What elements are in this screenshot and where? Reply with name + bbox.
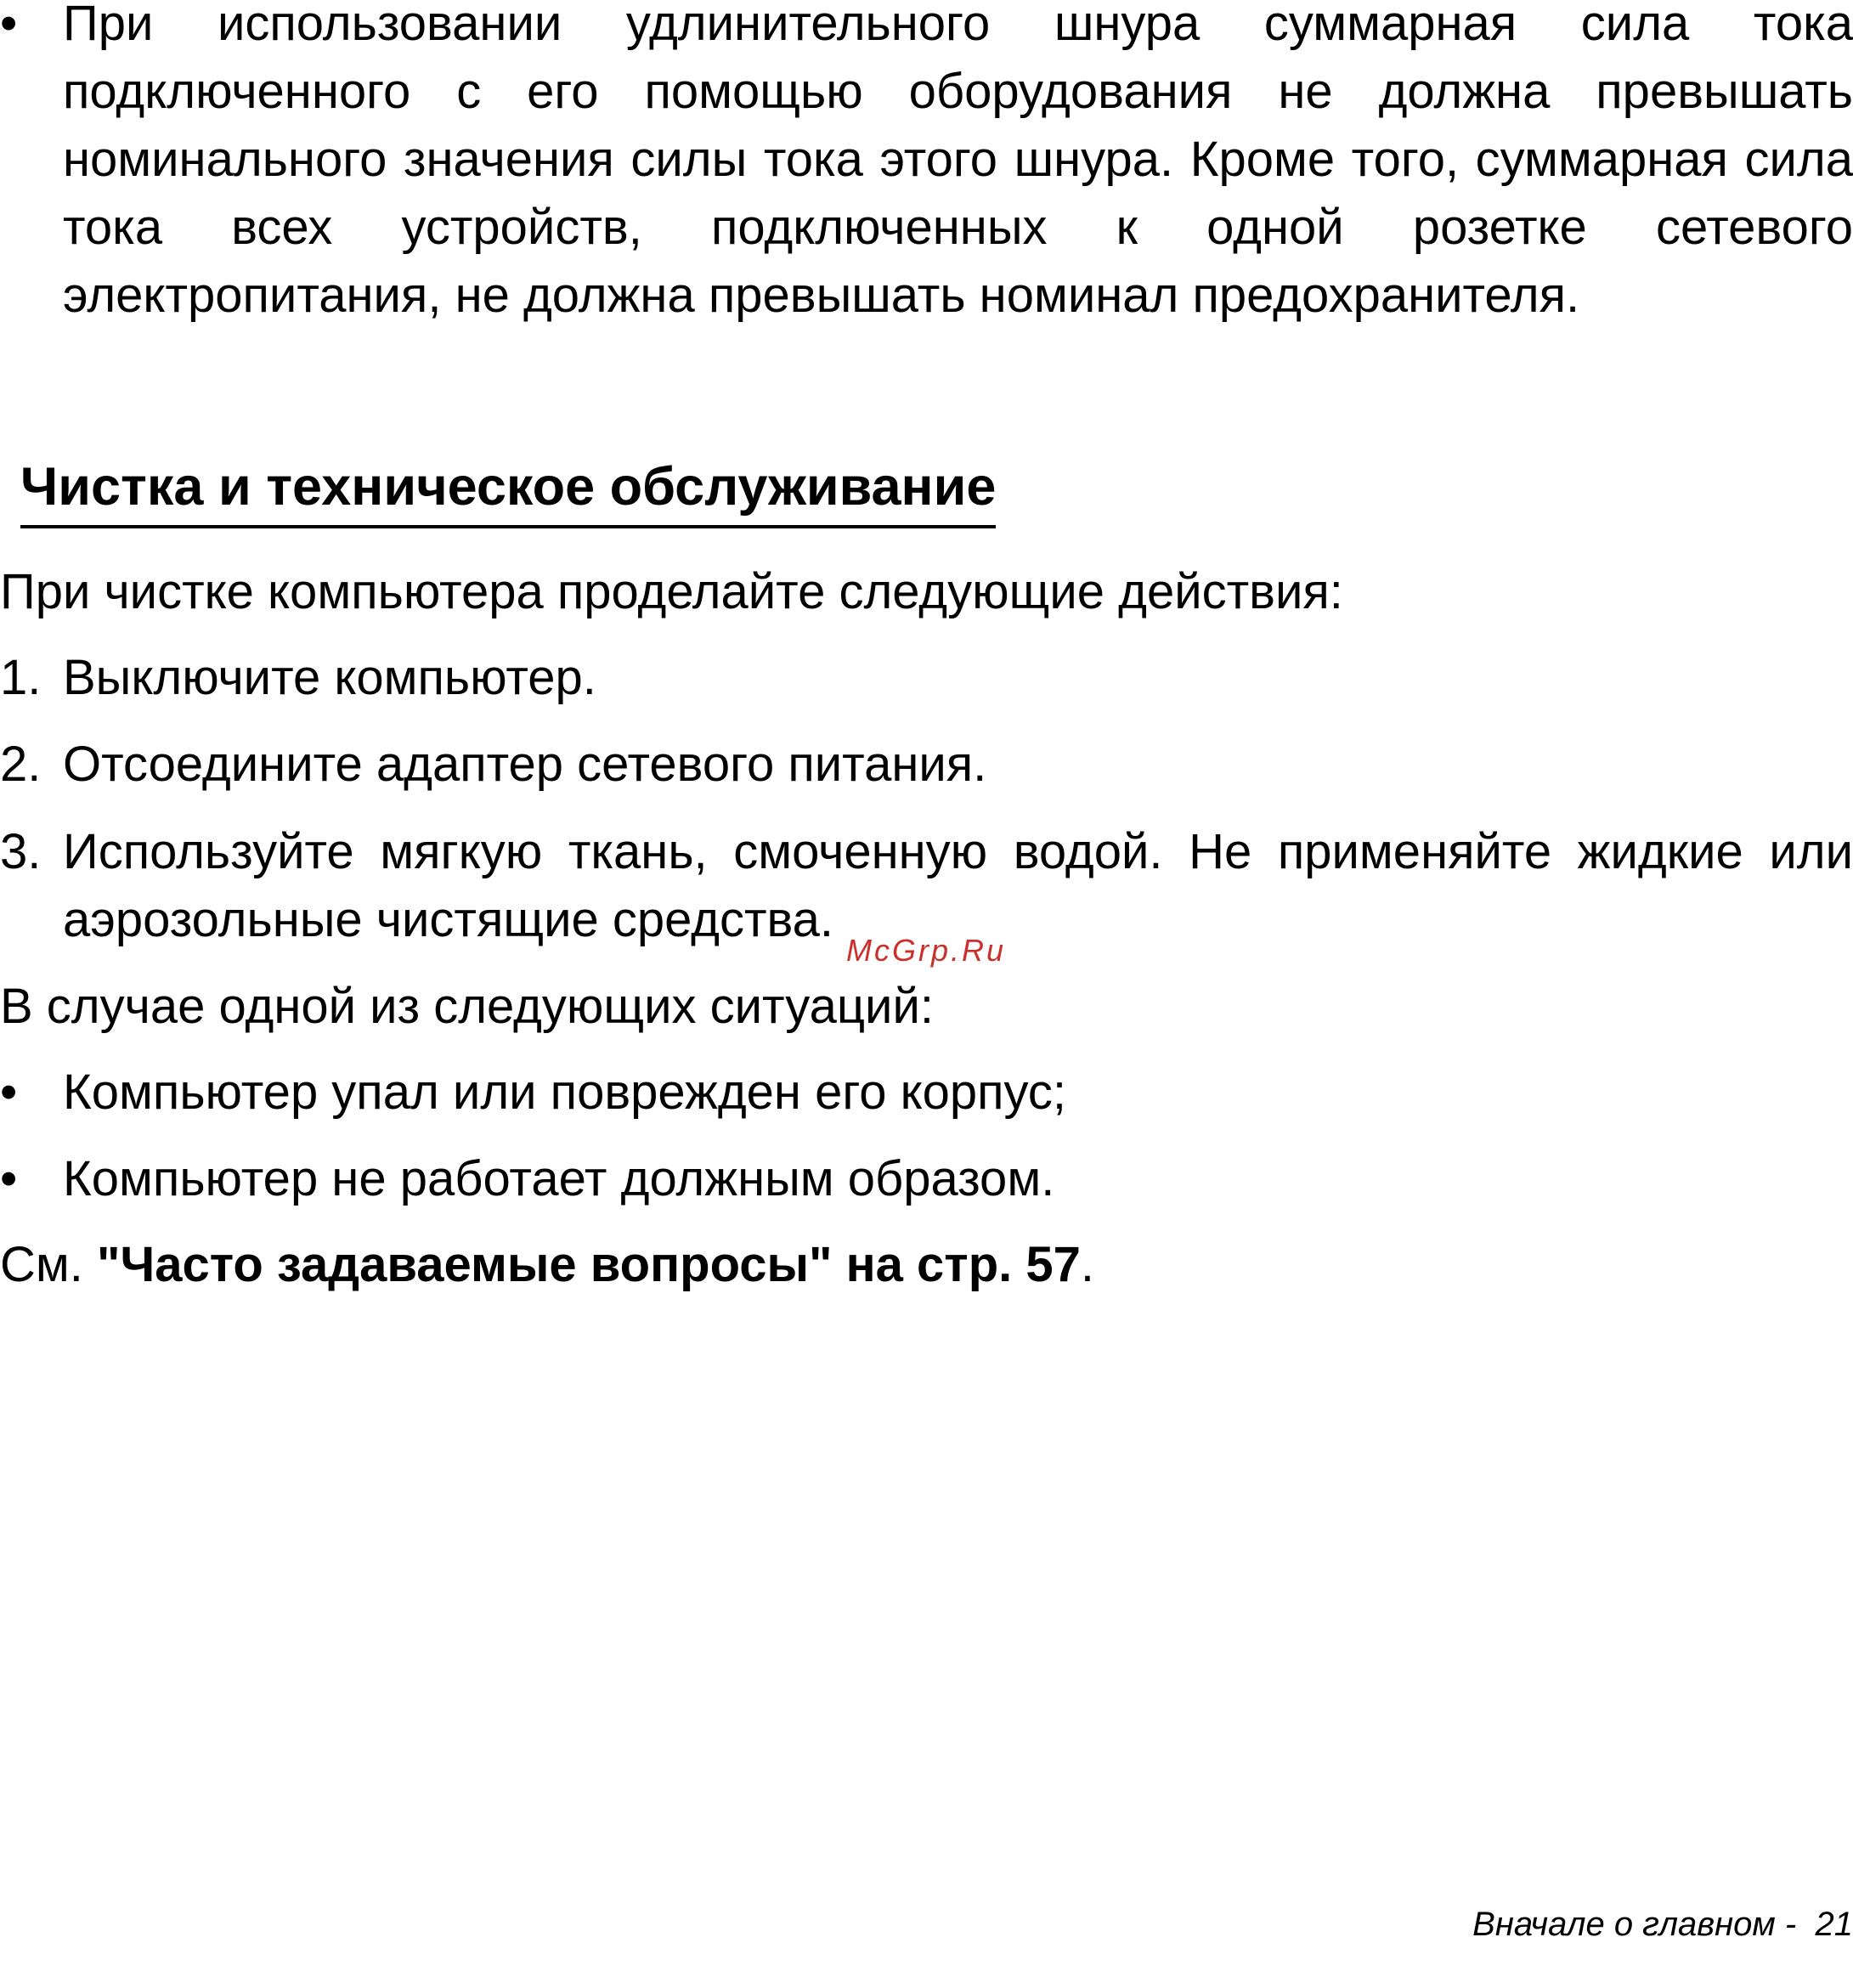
step-number: 1.: [0, 644, 41, 712]
step-number: 3.: [0, 818, 41, 886]
step-text: Выключите компьютер.: [63, 644, 1853, 712]
see-reference: [0, 1231, 1094, 1299]
section-heading: Чистка и техническое обслуживание: [20, 450, 996, 528]
footer-label: Вначале о главном -: [1472, 1906, 1796, 1943]
case-text: Компьютер упал или поврежден его корпус;: [63, 1059, 1853, 1127]
bullet-mark: •: [0, 1059, 51, 1127]
step-text: Отсоедините адаптер сетевого питания.: [63, 731, 1853, 799]
see-prefix: См.: [0, 1237, 97, 1292]
case-text: Компьютер не работает должным образом.: [63, 1145, 1853, 1213]
bullet-item-extension-cord: [0, 0, 1853, 398]
step-text: Используйте мягкую ткань, смоченную водой. Не применяйте жидкие или аэрозольные чистящие средства.: [63, 818, 1853, 954]
page-number: 21: [1816, 1906, 1853, 1943]
page-footer: [1435, 1861, 1853, 1988]
step-item-1: [0, 644, 1853, 712]
step-item-2: [0, 731, 1853, 799]
case-item-2: [0, 1145, 1853, 1213]
bullet-mark: •: [0, 0, 51, 58]
case-item-1: [0, 1059, 1853, 1127]
bullet-text: При использовании удлинительного шнура суммарная сила тока подключенного с его помощью оборудования не должна превышать номинального значения силы тока этого шнура. Кроме того, суммарная сила тока всех устройств, подключенных к одной розетке сетевого электропитания, не должна превышать номинал предохранителя.: [63, 0, 1853, 330]
bullet-mark: •: [0, 1145, 51, 1213]
step-number: 2.: [0, 731, 41, 799]
cleaning-intro: При чистке компьютера проделайте следующие действия:: [0, 558, 1343, 626]
see-suffix: .: [1081, 1237, 1094, 1292]
cases-intro: В случае одной из следующих ситуаций:: [0, 973, 934, 1041]
watermark: McGrp.Ru: [846, 932, 1006, 969]
faq-link[interactable]: "Часто задаваемые вопросы" на стр. 57: [97, 1237, 1081, 1292]
